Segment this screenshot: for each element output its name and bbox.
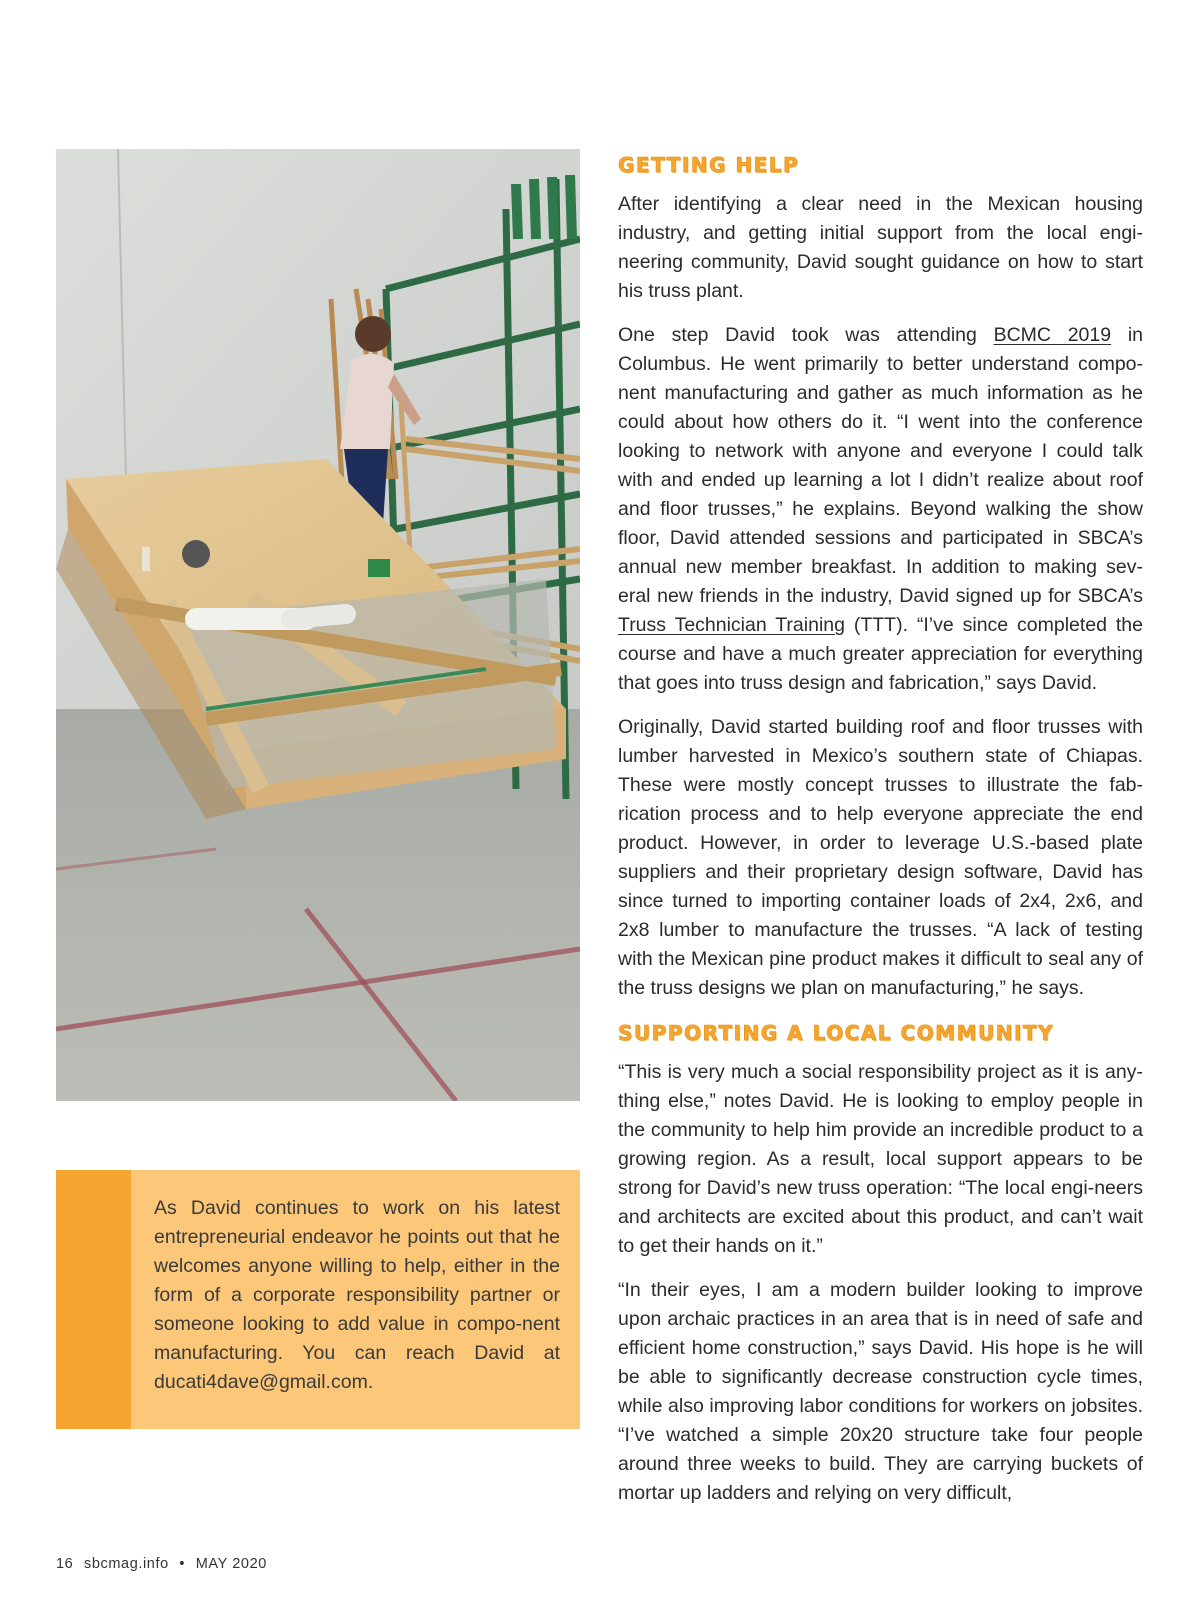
truss-technician-training-link[interactable]: Truss Technician Training <box>618 614 845 636</box>
paragraph-5: “In their eyes, I am a modern builder looking to improve upon archaic practices in an area that is in need of safe and efficient home construction,” says David. His hope is he will be able to significantly decrease construction cycle times, while also improving labor conditions for workers on jobsites. “I’ve watched a simple 20x20 structure take four people around three weeks to build. They are carrying buckets of mortar up ladders and relying on very difficult, <box>618 1279 1143 1504</box>
callout-text: As David continues to work on his latest entrepreneurial endeavor he points out that he welcomes anyone willing to help, either in the form of a corporate responsibility partner or someone looking to add value in compo-nent manufacturing. You can reach David at ducati4dave@gmail.com. <box>154 1197 560 1393</box>
paragraph-3: Originally, David started building roof and floor trusses with lumber harvested in Mexico’s southern state of Chiapas. These were mostly concept trusses to illustrate the fab-rication process and to help everyone appreciate the end product. However, in order to leverage U.S.-based plate suppliers and their proprietary design software, David has since turned to importing container loads of 2x4, 2x6, and 2x8 lumber to manufacture the trusses. “A lack of testing with the Mexican pine product makes it difficult to seal any of the truss designs we plan on manufacturing,” he says. <box>618 716 1143 999</box>
paragraph-1: After identifying a clear need in the Mexican housing industry, and getting initial support from the local engi-neering community, David sought guidance on how to start his truss plant. <box>618 193 1143 302</box>
bcmc-2019-link[interactable]: BCMC 2019 <box>993 324 1112 346</box>
paragraph-2-part-b: in Columbus. He went primarily to better understand compo-nent manufacturing and gather as much information as he could about how others do it. “I went into the conference looking to network with anyone and everyone I could talk with and ended up learning a lot I didn’t realize about roof and floor trusses,” he explains. Beyond walking the show floor, David attended sessions and participated in SBCA’s annual new member breakfast. In addition to making sev-eral new friends in the industry, David signed up for SBCA’s <box>618 324 1143 607</box>
paragraph-2 <box>618 321 1143 698</box>
footer-separator: • <box>179 1556 186 1572</box>
heading-supporting-local-community: SUPPORTING A LOCAL COMMUNITY <box>618 1021 1055 1045</box>
heading-getting-help: GETTING HELP <box>618 153 800 177</box>
paragraph-4: “This is very much a social responsibility project as it is any-thing else,” notes David. He is looking to employ people in the community to help him provide an incredible product to a growing region. As a result, local support appears to be strong for David’s new truss operation: “The local engi-neers and architects are excited about this product, and can’t wait to get their hands on it.” <box>618 1061 1143 1257</box>
photo-workshop-truss-table-icon <box>56 149 580 1101</box>
page-number: 16 <box>56 1556 74 1572</box>
callout-box <box>56 1170 580 1429</box>
footer-issue: MAY 2020 <box>195 1556 267 1572</box>
paragraph-2-part-c: (TTT). “I’ve since completed the course and have a much greater appreciation for everything that goes into truss design and fabrication,” says David. <box>618 614 1143 694</box>
footer-site: sbcmag.info <box>83 1556 169 1572</box>
article-column <box>618 150 1143 1523</box>
page-footer <box>56 1556 273 1572</box>
callout-accent-bar <box>56 1170 131 1429</box>
workshop-photo <box>56 149 580 1101</box>
paragraph-2-part-a: One step David took was attending <box>618 324 994 346</box>
